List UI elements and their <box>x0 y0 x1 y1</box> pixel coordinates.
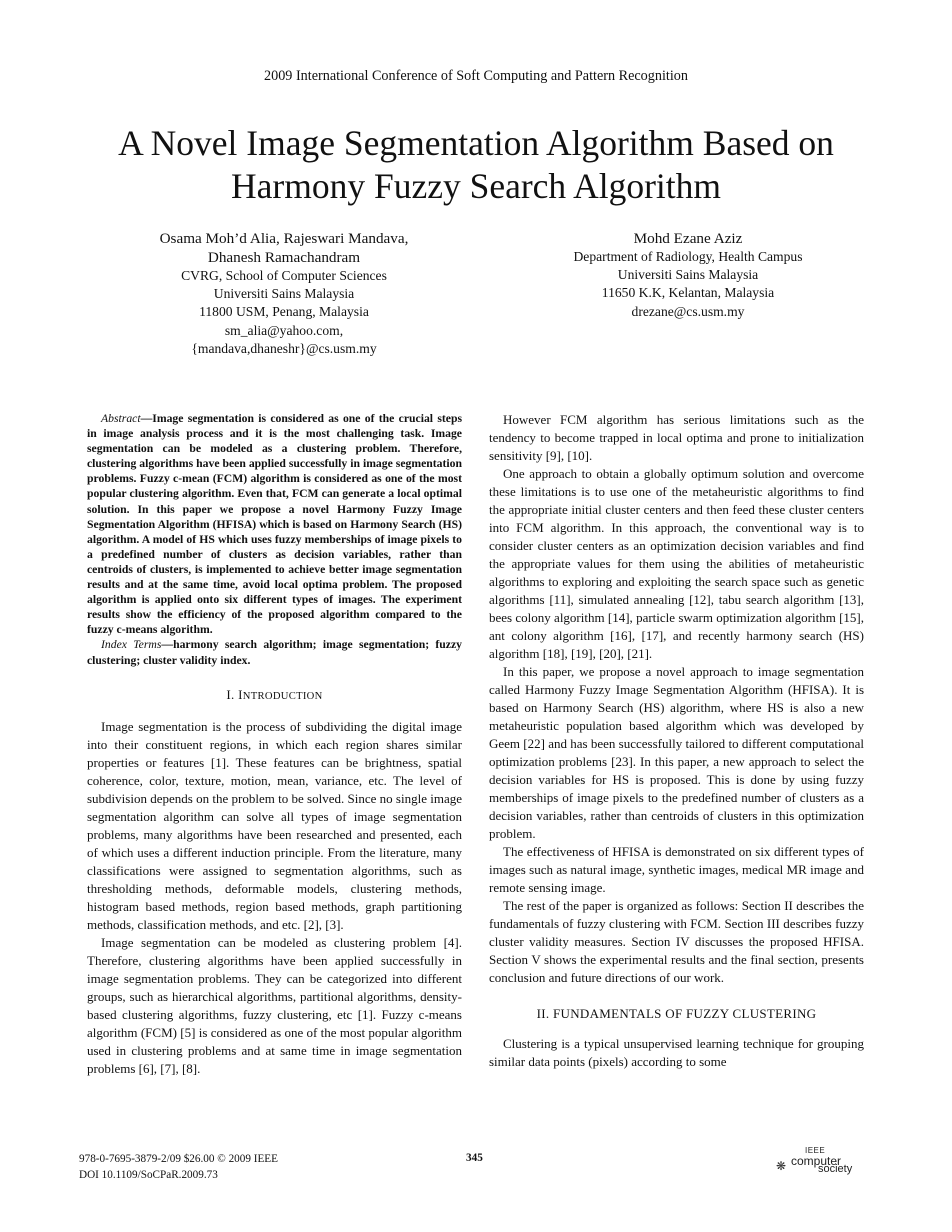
author-block-left <box>84 229 484 358</box>
author-university: Universiti Sains Malaysia <box>617 267 759 283</box>
section-title-first-letter: I <box>238 686 243 702</box>
author-address: 11800 USM, Penang, Malaysia <box>199 304 369 320</box>
index-terms <box>87 637 462 667</box>
index-terms-label: Index Terms <box>101 638 162 652</box>
author-names-cont: Dhanesh Ramachandram <box>207 249 361 266</box>
logo-text-society: society <box>818 1163 853 1175</box>
paragraph: However FCM algorithm has serious limitations such as the tendency to become trapped in local optima and prone to initialization sensitivity [9], [10]. <box>489 412 864 463</box>
ieee-computer-society-logo <box>776 1147 866 1177</box>
author-names: Osama Moh’d Alia, Rajeswari Mandava, <box>159 230 409 247</box>
author-email: {mandava,dhaneshr}@cs.usm.my <box>191 340 377 356</box>
page-number: 345 <box>466 1152 483 1164</box>
title-line-2: Harmony Fuzzy Search Algorithm <box>231 166 721 206</box>
section-title-rest: NTRODUCTION <box>242 690 323 702</box>
author-university: Universiti Sains Malaysia <box>213 286 355 302</box>
author-names: Mohd Ezane Aziz <box>633 230 743 247</box>
paragraph: The effectiveness of HFISA is demonstrated on six different types of images such as natural image, synthetic images, medical MR image and remote sensing image. <box>489 844 864 895</box>
footer-publication-info <box>79 1152 278 1183</box>
title-line-1: A Novel Image Segmentation Algorithm Based on <box>118 123 834 163</box>
paragraph: Clustering is a typical unsupervised learning technique for grouping similar data points (pixels) according to some <box>489 1036 864 1069</box>
footer-isbn: 978-0-7695-3879-2/09 $26.00 © 2009 IEEE <box>79 1153 278 1165</box>
index-terms-text: —harmony search algorithm; image segmentation; fuzzy clustering; cluster validity index. <box>87 638 462 667</box>
paragraph: In this paper, we propose a novel approach to image segmentation called Harmony Fuzzy Image Segmentation Algorithm (HFISA). It is based on Harmony Search (HS) algorithm, where HS is also a new metaheuristic population based algorithm which was developed by Geem [22] and has been successfully tailored to different computational optimization problems [23]. In this paper, a new approach to select the decision variables for HS is proposed. This is done by using fuzzy memberships of image pixels to the predefined number of clusters as a decision variables, rather than centroids of clusters in this optimization problem. <box>489 664 864 841</box>
section-heading-introduction <box>87 686 462 706</box>
paragraph: Image segmentation is the process of subdividing the digital image into their constituent regions, in which each region shares similar properties or features [1]. These features can be brightness, spatial coherence, color, texture, motion, mean, variance, etc. The level of subdivision depends on the problem to be solved. Since no single image segmentation algorithm can solve all types of image segmentation problems, many algorithms have been researched and presented, each of which uses a different induction principle. From the literature, many classifications were assigned to segmentation algorithms, such as thresholding methods, deformable models, clustering methods, histogram based methods, region based methods, graph partitioning methods, classification methods, and etc. [2], [3]. <box>87 718 462 932</box>
conference-name: 2009 International Conference of Soft Computing and Pattern Recognition <box>264 68 688 84</box>
ieee-computer-society-icon: ❋ <box>776 1159 787 1173</box>
logo-text-computer: computer <box>791 1154 842 1168</box>
abstract-text: —Image segmentation is considered as one of the crucial steps in image analysis process and it is the most challenging task. Image segmentation can be modeled as a clustering problem. Therefore, clustering algorithms have been applied successfully in image segmentation problems. Fuzzy c-mean (FCM) algorithm is considered as one of the most popular clustering algorithm. Even that, FCM can generate a local optimal solution. In this paper we propose a novel Harmony Fuzzy Image Segmentation Algorithm (HFISA) which is based on Harmony Search (HS) algorithm. A model of HS which uses fuzzy memberships of image pixels to a predefined number of clusters as decision variables, rather than centroids of clusters, is implemented to achieve better image segmentation results and at the same time, avoid local optima problem. The proposed algorithm is applied onto six different types of images. The experiment results show the efficiency of the proposed algorithm compared to the fuzzy c-means algorithm. <box>87 412 462 637</box>
section-number: I. <box>226 686 239 702</box>
right-column <box>489 411 864 1071</box>
author-affiliation: Department of Radiology, Health Campus <box>573 249 803 264</box>
section-heading-fundamentals: II. FUNDAMENTALS OF FUZZY CLUSTERING <box>536 1006 817 1021</box>
footer-doi: DOI 10.1109/SoCPaR.2009.73 <box>79 1168 218 1181</box>
logo-text-ieee: IEEE <box>805 1146 826 1155</box>
author-email: drezane@cs.usm.my <box>631 303 745 319</box>
left-column <box>87 411 462 1078</box>
abstract <box>87 411 462 637</box>
paragraph: One approach to obtain a globally optimum solution and overcome these limitations is to use one of the metaheuristic algorithms to find the appropriate initial cluster centers and then feed these cluster centers into FCM algorithm. In this approach, the conventional way is to consider cluster centers as an optimization decision variables and find the appropriate values for them using the abilities of metaheuristic algorithms to exploring and exploiting the search space such as genetic algorithms [11], simulated annealing [12], tabu search algorithm [13], bees colony algorithm [14], particle swarm optimization algorithm [15], ant colony algorithm [16], [17], and recently harmony search (HS) algorithm [18], [19], [20], [21]. <box>489 466 864 661</box>
paragraph: Image segmentation can be modeled as clustering problem [4]. Therefore, clustering algorithms have been applied successfully in image segmentation problems. They can be categorized into different groups, such as hierarchical algorithms, partitional algorithms, density-based clustering algorithms, fuzzy clustering, etc [1]. Fuzzy c-means algorithm (FCM) [5] is considered as one of the most popular algorithm used in clustering problems and at same time in image segmentation problems [6], [7], [8]. <box>87 934 462 1076</box>
author-email: sm_alia@yahoo.com, <box>224 322 344 338</box>
abstract-label: Abstract <box>101 412 141 425</box>
author-block-right <box>478 229 898 321</box>
paper-title <box>0 122 952 208</box>
author-address: 11650 K.K, Kelantan, Malaysia <box>601 285 775 301</box>
author-affiliation: CVRG, School of Computer Sciences <box>181 268 387 283</box>
paragraph: The rest of the paper is organized as follows: Section II describes the fundamentals of fuzzy clustering with FCM. Section III describes fuzzy cluster validity measures. Section IV discusses the proposed HFISA. Section V shows the experimental results and the final section, presents conclusion and future directions of our work. <box>489 898 864 985</box>
